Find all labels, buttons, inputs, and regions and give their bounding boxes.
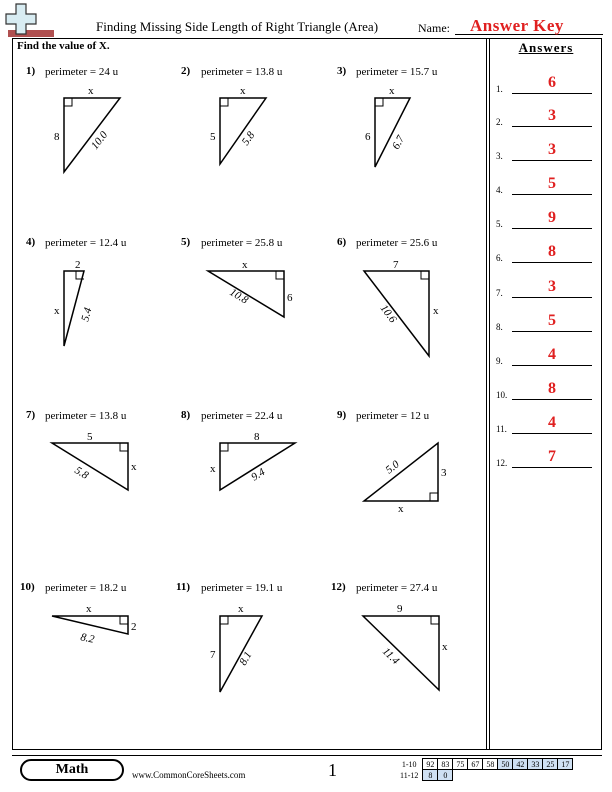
problem-number: 3) (337, 65, 347, 77)
problem-perimeter: perimeter = 25.6 u (356, 237, 438, 249)
side-label: 8.1 (237, 649, 255, 668)
answer-value: 7 (548, 448, 556, 465)
side-label: x (442, 641, 448, 653)
side-label: 7 (210, 649, 216, 661)
answer-row: 2. 3 (496, 111, 596, 129)
triangle-9 (364, 443, 438, 501)
triangle-10 (52, 616, 128, 634)
side-label: 9.4 (249, 466, 268, 484)
answers-heading: Answers (518, 40, 574, 55)
problem-number: 1) (26, 65, 36, 77)
triangle-1 (64, 98, 120, 172)
answer-row: 1. 6 (496, 78, 596, 96)
score-row: 11-12 8 0 (397, 770, 573, 781)
answer-value: 3 (548, 141, 556, 158)
side-label: x (54, 305, 60, 317)
problem-number: 5) (181, 236, 191, 248)
problem-number: 6) (337, 236, 347, 248)
score-table (397, 758, 573, 781)
side-label: 3 (441, 467, 447, 479)
answer-value: 6 (548, 74, 556, 91)
problem-perimeter: perimeter = 27.4 u (356, 582, 438, 594)
side-label: 7 (393, 259, 399, 271)
side-label: x (240, 85, 246, 97)
side-label: 10.8 (227, 286, 251, 307)
side-label: 9 (397, 603, 403, 615)
answer-row: 6. 8 (496, 247, 596, 265)
answer-row: 10. 8 (496, 384, 596, 402)
side-label: 11.4 (379, 645, 402, 667)
page-number: 1 (328, 760, 337, 780)
problem-number: 11) (176, 581, 191, 593)
answer-value: 3 (548, 278, 556, 295)
problem-perimeter: perimeter = 12 u (356, 410, 430, 422)
instructions: Find the value of X. (17, 40, 110, 52)
problem-perimeter: perimeter = 18.2 u (45, 582, 127, 594)
problem-number: 7) (26, 409, 36, 421)
side-label: x (433, 305, 439, 317)
side-label: 6 (287, 292, 293, 304)
name-label: Name: (418, 21, 450, 35)
triangle-3 (375, 98, 410, 167)
problem-perimeter: perimeter = 25.8 u (201, 237, 283, 249)
answer-row: 7. 3 (496, 282, 596, 300)
answer-key-label: Answer Key (470, 16, 564, 35)
side-label: 5.8 (72, 464, 91, 482)
subject-badge: Math (20, 759, 124, 781)
problem-number: 12) (331, 581, 346, 593)
side-label: x (131, 461, 137, 473)
answer-value: 4 (548, 346, 556, 363)
side-label: 5.4 (79, 306, 95, 323)
problem-number: 2) (181, 65, 191, 77)
problem-number: 9) (337, 409, 347, 421)
triangle-8 (220, 443, 295, 490)
side-label: 6.7 (390, 133, 408, 152)
problem-perimeter: perimeter = 15.7 u (356, 66, 438, 78)
answer-value: 4 (548, 414, 556, 431)
problem-number: 8) (181, 409, 191, 421)
side-label: x (210, 463, 216, 475)
side-label: 5 (210, 131, 216, 143)
problem-number: 10) (20, 581, 35, 593)
problem-perimeter: perimeter = 22.4 u (201, 410, 283, 422)
side-label: x (86, 603, 92, 615)
side-label: 8 (54, 131, 60, 143)
footer-divider (12, 755, 602, 756)
answer-value: 8 (548, 243, 556, 260)
answer-row: 12. 7 (496, 452, 596, 470)
side-label: 8.2 (79, 631, 96, 646)
side-label: 2 (75, 259, 81, 271)
problem-perimeter: perimeter = 24 u (45, 66, 119, 78)
triangle-2 (220, 98, 266, 164)
answer-value: 3 (548, 107, 556, 124)
answer-value: 9 (548, 209, 556, 226)
side-label: 5.0 (383, 458, 402, 477)
triangle-12 (363, 616, 439, 690)
problem-number: 4) (26, 236, 36, 248)
score-row: 1-10 92 83 75 67 58 50 42 33 25 17 (397, 759, 573, 770)
side-label: 2 (131, 621, 137, 633)
answer-value: 5 (548, 312, 556, 329)
problem-perimeter: perimeter = 19.1 u (201, 582, 283, 594)
answer-row: 3. 3 (496, 145, 596, 163)
side-label: 5 (87, 431, 93, 443)
side-label: 6 (365, 131, 371, 143)
side-label: 10.6 (377, 302, 399, 326)
problem-perimeter: perimeter = 13.8 u (201, 66, 283, 78)
problem-perimeter: perimeter = 13.8 u (45, 410, 127, 422)
answer-value: 5 (548, 175, 556, 192)
side-label: x (88, 85, 94, 97)
side-label: x (238, 603, 244, 615)
side-label: x (398, 503, 404, 515)
answer-row: 8. 5 (496, 316, 596, 334)
answer-row: 11. 4 (496, 418, 596, 436)
worksheet-title: Finding Missing Side Length of Right Triangle (Area) (96, 19, 379, 34)
answer-value: 8 (548, 380, 556, 397)
side-label: x (389, 85, 395, 97)
side-label: 10.0 (88, 129, 111, 152)
problem-perimeter: perimeter = 12.4 u (45, 237, 127, 249)
triangle-4 (64, 271, 84, 346)
website-url: www.CommonCoreSheets.com (132, 770, 246, 780)
side-label: 8 (254, 431, 260, 443)
side-label: x (242, 259, 248, 271)
answer-row: 5. 9 (496, 213, 596, 231)
triangle-7 (52, 443, 128, 490)
answer-row: 4. 5 (496, 179, 596, 197)
answer-row: 9. 4 (496, 350, 596, 368)
side-label: 5.8 (239, 129, 258, 148)
